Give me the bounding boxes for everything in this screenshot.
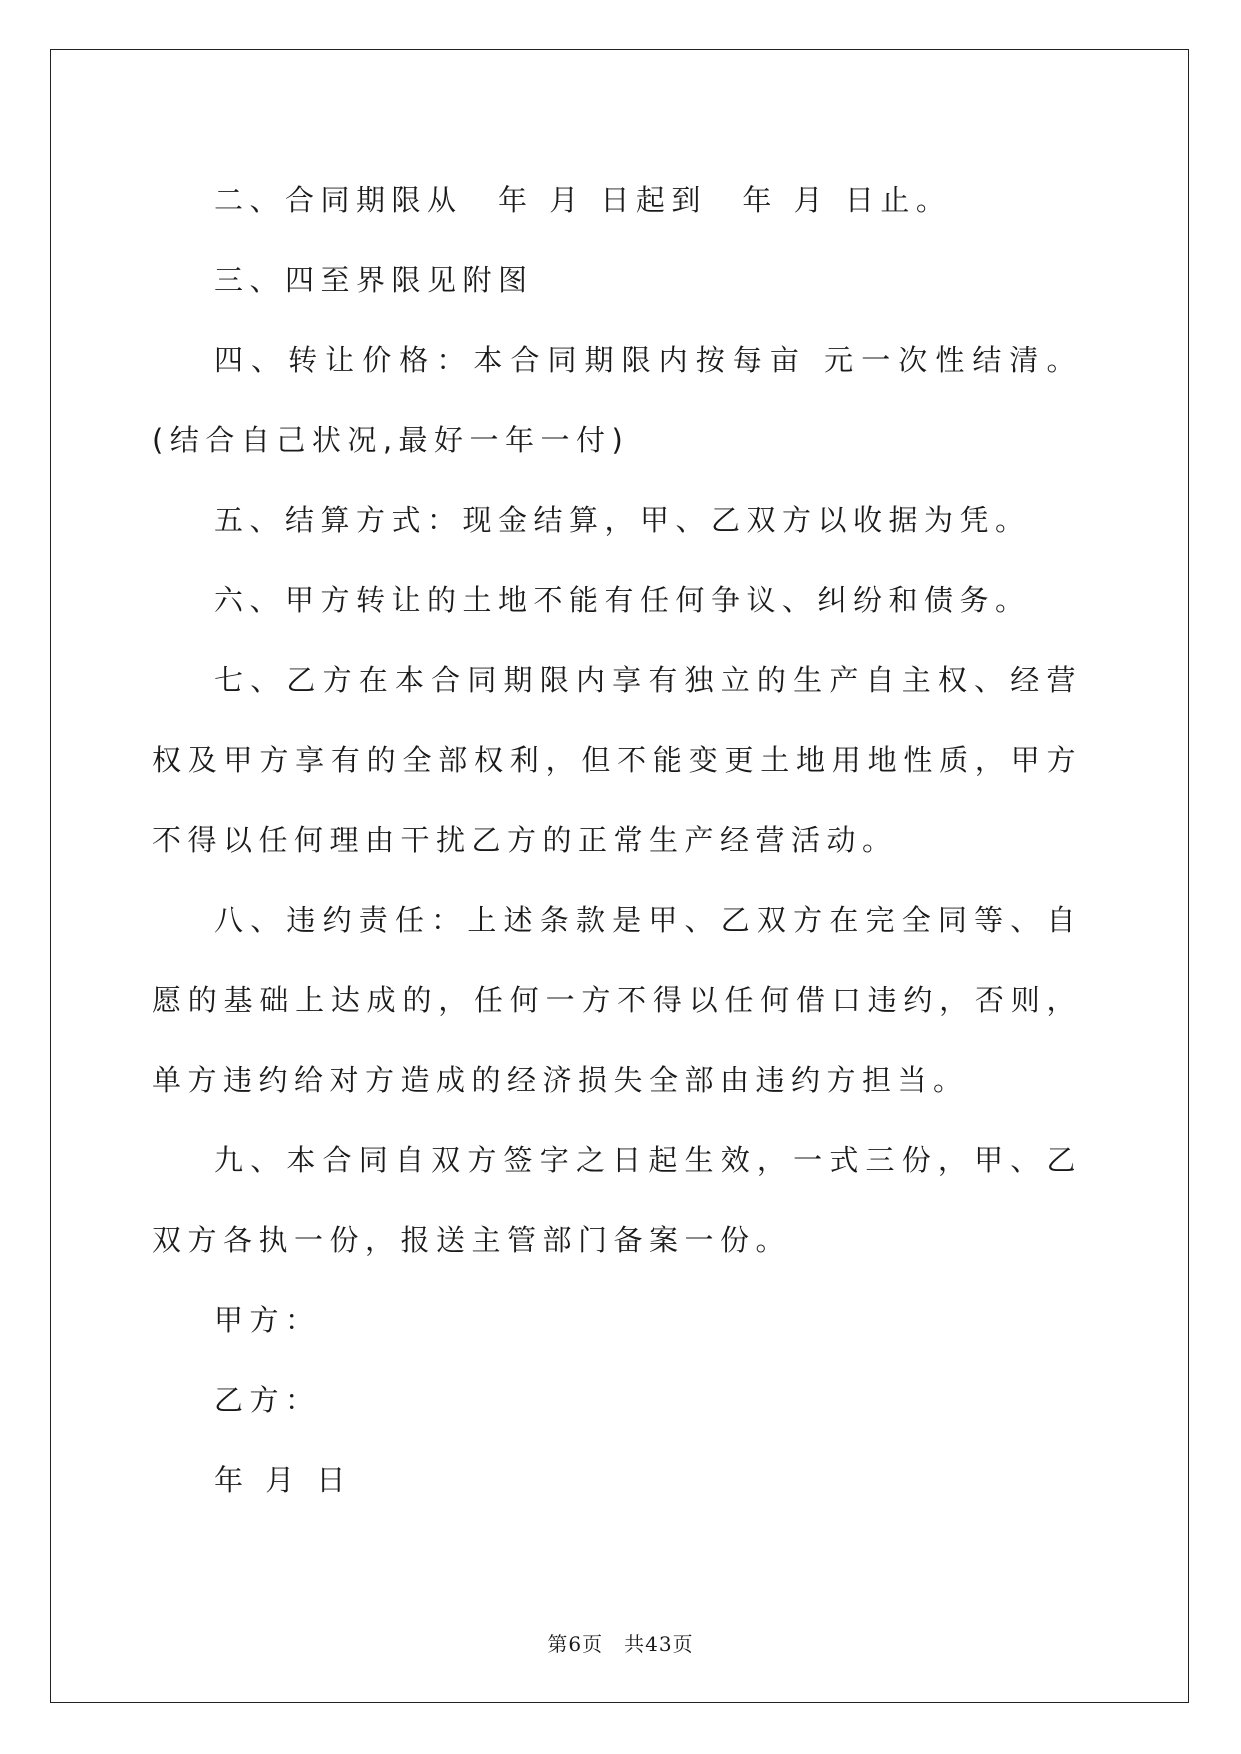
clause-settlement: 五、结算方式：现金结算，甲、乙双方以收据为凭。	[214, 503, 1031, 537]
clause-rights: 七、乙方在本合同期限内享有独立的生产自主权、经营权及甲方享有的全部权利，但不能变更土地用地性质，甲方不得以任何理由干扰乙方的正常生产经营活动。	[152, 663, 1082, 857]
clause-effective: 九、本合同自双方签字之日起生效，一式三份，甲、乙双方各执一份，报送主管部门备案一份。	[152, 1143, 1082, 1257]
signature-party-a: 甲方：	[214, 1303, 321, 1337]
signature-date: 年 月 日	[214, 1463, 352, 1497]
clause-boundaries: 三、四至界限见附图	[214, 263, 534, 297]
clause-breach: 八、违约责任：上述条款是甲、乙双方在完全同等、自愿的基础上达成的，任何一方不得以任何借口违约，否则，单方违约给对方造成的经济损失全部由违约方担当。	[152, 903, 1082, 1097]
signature-party-b: 乙方：	[214, 1383, 321, 1417]
clause-no-disputes: 六、甲方转让的土地不能有任何争议、纠纷和债务。	[214, 583, 1031, 617]
clause-price: 四、转让价格：本合同期限内按每亩 元一次性结清。(结合自己状况,最好一年一付)	[152, 343, 1082, 457]
page-number: 第6页 共43页	[547, 1632, 694, 1656]
clause-term: 二、合同期限从 年 月 日起到 年 月 日止。	[214, 183, 952, 217]
document-body	[152, 160, 1082, 1520]
